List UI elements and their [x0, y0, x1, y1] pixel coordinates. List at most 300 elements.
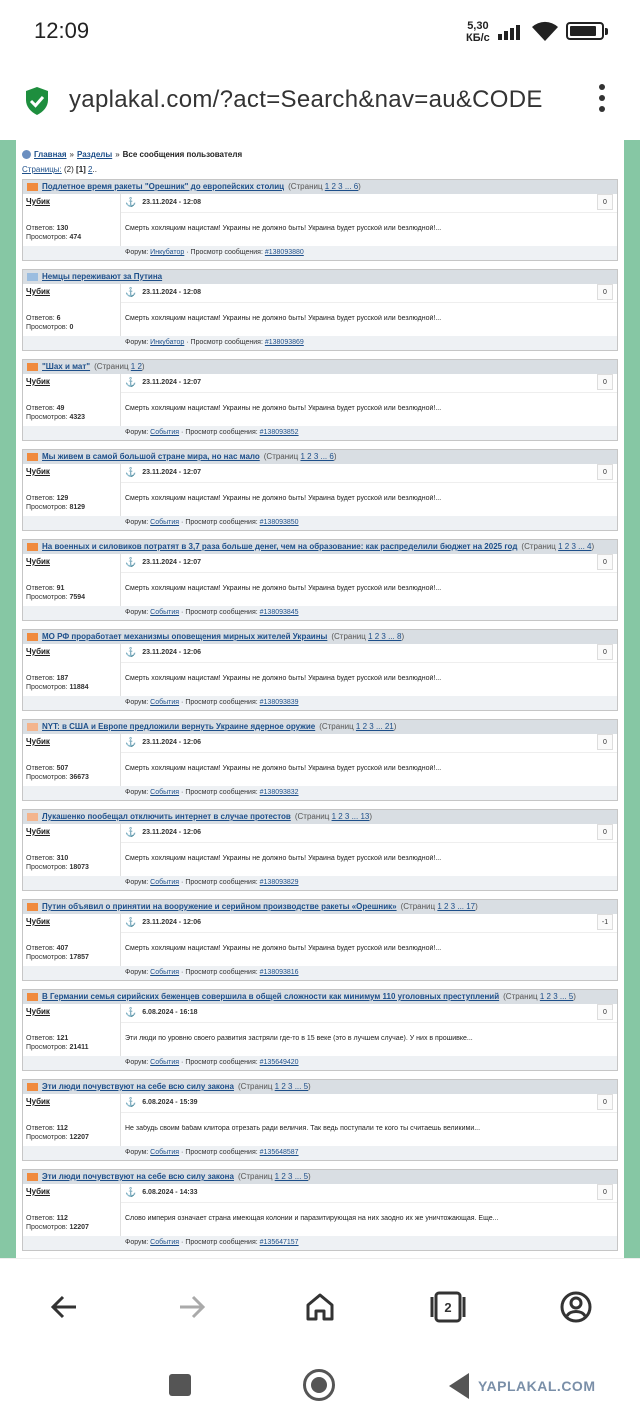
divider	[121, 842, 617, 843]
topic-header	[23, 360, 617, 374]
topic-footer: Форум: События · Просмотр сообщения: #138093839	[23, 696, 617, 710]
forum-link[interactable]: События	[150, 969, 180, 976]
author-link[interactable]: Чубик	[26, 197, 50, 206]
view-post-label: Просмотр сообщения:	[190, 339, 263, 346]
post-snippet: Смерть хохляцким нацистам! Украины не должно быть! Украина будет русской или безлюдной!...	[125, 225, 442, 232]
divider	[121, 932, 617, 933]
topic-body	[23, 1004, 617, 1056]
rating-badge: -1	[597, 914, 613, 930]
back-arrow-icon	[50, 1294, 78, 1320]
topic-author-column	[23, 554, 121, 606]
anchor-icon[interactable]: ⚓	[125, 557, 137, 567]
topic-stats	[26, 224, 81, 242]
divider	[121, 1202, 617, 1203]
topic-header	[23, 630, 617, 644]
recents-button[interactable]	[169, 1374, 191, 1396]
post-date	[125, 647, 201, 658]
topic-footer: Форум: Инкубатор · Просмотр сообщения: #138093869	[23, 336, 617, 350]
answers-label: Ответов:	[26, 1035, 55, 1042]
topic-item	[22, 989, 618, 1071]
home-button[interactable]	[302, 1289, 338, 1325]
topic-author-column	[23, 644, 121, 696]
envelope-icon	[27, 1083, 38, 1091]
browser-address-bar	[0, 62, 640, 140]
topic-post-column	[121, 374, 617, 426]
topic-pages-prefix: (Страниц	[319, 722, 354, 731]
post-snippet: Смерть хохляцким нацистам! Украины не должно быть! Украина будет русской или безлюдной!...	[125, 405, 442, 412]
anchor-icon[interactable]: ⚓	[125, 1007, 137, 1017]
post-date	[125, 557, 201, 568]
breadcrumb-home-link[interactable]: Главная	[34, 150, 67, 159]
views-count: 7594	[69, 594, 86, 601]
profile-button[interactable]	[558, 1289, 594, 1325]
author-link[interactable]: Чубик	[26, 287, 50, 296]
topic-author-column	[23, 1094, 121, 1146]
topic-stats	[26, 494, 85, 512]
answers-count: 112	[56, 1215, 68, 1222]
post-date-text: 23.11.2024 - 12:07	[142, 469, 201, 476]
topic-stats	[26, 584, 85, 602]
views-count: 0	[69, 324, 74, 331]
topic-header	[23, 720, 617, 734]
post-snippet: Смерть хохляцким нацистам! Украины не должно быть! Украина будет русской или безлюдной!...	[125, 495, 442, 502]
topic-title-link[interactable]: Лукашенко пообещал отключить интернет в случае протестов	[42, 812, 291, 821]
views-count: 21411	[69, 1044, 89, 1051]
anchor-icon[interactable]: ⚓	[125, 737, 137, 747]
view-post-label: Просмотр сообщения:	[185, 789, 258, 796]
topic-pages-links[interactable]: 1 2 3 ... 4	[558, 542, 592, 551]
author-link[interactable]: Чубик	[26, 1187, 50, 1196]
answers-label: Ответов:	[26, 765, 55, 772]
envelope-icon	[27, 363, 38, 371]
topic-post-column	[121, 1094, 617, 1146]
topic-pages-prefix: (Страниц	[294, 812, 330, 821]
topic-header	[23, 990, 617, 1004]
answers-label: Ответов:	[26, 855, 55, 862]
topic-pages-suffix: )	[308, 1082, 311, 1091]
topic-pages-prefix: (Страниц	[288, 182, 323, 191]
views-count: 11884	[69, 684, 89, 691]
view-post-label: Просмотр сообщения:	[190, 249, 263, 256]
author-link[interactable]: Чубик	[26, 377, 50, 386]
post-link[interactable]: #135649420	[259, 1059, 299, 1066]
forum-link[interactable]: События	[150, 1239, 180, 1246]
topic-pages-links[interactable]: 1 2 3 ... 8	[368, 632, 402, 641]
topic-pages	[264, 450, 337, 464]
post-date	[125, 737, 201, 748]
topic-body	[23, 734, 617, 786]
forum-link[interactable]: События	[150, 429, 180, 436]
post-link[interactable]: #138093845	[259, 609, 299, 616]
views-count: 8129	[69, 504, 86, 511]
answers-label: Ответов:	[26, 1215, 55, 1222]
post-link[interactable]: #138093816	[259, 969, 299, 976]
views-label: Просмотров:	[26, 864, 68, 871]
topic-pages-prefix: (Страниц	[263, 452, 299, 461]
divider	[121, 1112, 617, 1113]
views-label: Просмотров:	[26, 1044, 68, 1051]
forum-link[interactable]: События	[150, 879, 180, 886]
pagination-label[interactable]: Страницы:	[22, 165, 62, 174]
topic-stats	[26, 1124, 89, 1142]
rating-badge: 0	[597, 1184, 613, 1200]
forum-label: Форум:	[125, 699, 149, 706]
topic-title-link[interactable]: На военных и силовиков потратят в 3,7 раза больше денег, чем на образование: как распределили бюджет на 2025 год	[42, 542, 518, 551]
forum-link[interactable]: Инкубатор	[150, 249, 185, 256]
rating-badge: 0	[597, 644, 613, 660]
back-button[interactable]	[46, 1289, 82, 1325]
answers-label: Ответов:	[26, 225, 55, 232]
pagination-current: [1]	[76, 165, 86, 174]
forum-link[interactable]: Инкубатор	[150, 339, 185, 346]
views-count: 4323	[69, 414, 86, 421]
answers-count: 49	[56, 405, 65, 412]
breadcrumb	[22, 148, 618, 161]
breadcrumb-sections-link[interactable]: Разделы	[77, 150, 113, 159]
topic-post-column	[121, 464, 617, 516]
topic-pages	[295, 810, 372, 824]
anchor-icon[interactable]: ⚓	[125, 1097, 137, 1107]
account-icon	[560, 1291, 592, 1323]
topic-stats	[26, 854, 89, 872]
post-link[interactable]: #138093832	[259, 789, 299, 796]
topic-footer: Форум: События · Просмотр сообщения: #138093832	[23, 786, 617, 800]
divider	[121, 482, 617, 483]
post-link[interactable]: #138093869	[264, 339, 304, 346]
system-navigation-bar	[0, 1353, 640, 1423]
system-back-button[interactable]	[449, 1373, 469, 1399]
topic-pages-links[interactable]: 1 2 3 ... 13	[331, 812, 370, 821]
topic-footer: Форум: Инкубатор · Просмотр сообщения: #138093880	[23, 246, 617, 260]
rating-badge: 0	[597, 464, 613, 480]
topic-title-link[interactable]: NYT: в США и Европе предложили вернуть Украине ядерное оружие	[42, 722, 316, 731]
forum-label: Форум:	[125, 879, 149, 886]
post-date-text: 6.08.2024 - 14:33	[142, 1189, 198, 1196]
views-label: Просмотров:	[26, 594, 68, 601]
post-link[interactable]: #138093829	[259, 879, 299, 886]
topic-title-link[interactable]: Эти люди почувствуют на себе всю силу закона	[42, 1082, 234, 1091]
author-link[interactable]: Чубик	[26, 1007, 50, 1016]
post-snippet: Смерть хохляцким нацистам! Украины не должно быть! Украина будет русской или безлюдной!...	[125, 315, 442, 322]
topic-header	[23, 450, 617, 464]
post-link[interactable]: #138093852	[259, 429, 299, 436]
browser-bottom-bar	[0, 1258, 640, 1353]
views-label: Просмотров:	[26, 1134, 68, 1141]
topic-header	[23, 540, 617, 554]
answers-count: 407	[56, 945, 69, 952]
topic-title-link[interactable]: Подлетное время ракеты "Орешник" до европейских столиц	[42, 182, 285, 191]
answers-label: Ответов:	[26, 675, 55, 682]
topic-header	[23, 270, 617, 284]
topic-pages-links[interactable]: 1 2 3 ... 6	[324, 182, 359, 191]
topic-pages-prefix: (Страниц	[521, 542, 556, 551]
post-snippet: Смерть хохляцким нацистам! Украины не должно быть! Украина будет русской или безлюдной!...	[125, 945, 442, 952]
topic-title-link[interactable]: Путин объявил о принятии на вооружение и серийном производстве ракеты «Орешник»	[42, 902, 397, 911]
post-date-text: 23.11.2024 - 12:06	[142, 739, 201, 746]
answers-count: 310	[56, 855, 69, 862]
views-count: 36673	[69, 774, 89, 781]
post-snippet: Смерть хохляцким нацистам! Украины не должно быть! Украина будет русской или безлюдной!...	[125, 765, 442, 772]
topic-pages-suffix: )	[393, 722, 397, 731]
topic-body	[23, 1184, 617, 1236]
rating-badge: 0	[597, 824, 613, 840]
topic-item	[22, 539, 618, 621]
divider	[121, 752, 617, 753]
pagination-dots: ..	[92, 165, 97, 174]
topic-footer: Форум: События · Просмотр сообщения: #135649420	[23, 1056, 617, 1070]
forum-label: Форум:	[125, 249, 149, 256]
post-snippet: Смерть хохляцким нацистам! Украины не должно быть! Украина будет русской или безлюдной!...	[125, 855, 442, 862]
forum-label: Форум:	[125, 789, 149, 796]
topic-pages-prefix: (Страниц	[237, 1172, 273, 1181]
post-link[interactable]: #138093880	[264, 249, 304, 256]
views-count: 474	[69, 234, 82, 241]
post-snippet: Слово империя означает страна имеющая колонии и паразитирующая на них заодно их же уничтожающая. Еще...	[125, 1215, 499, 1222]
answers-count: 129	[56, 495, 69, 502]
forum-link[interactable]: События	[150, 609, 180, 616]
topic-stats	[26, 314, 73, 332]
post-date-text: 23.11.2024 - 12:06	[142, 829, 201, 836]
anchor-icon[interactable]: ⚓	[125, 377, 137, 387]
forum-label: Форум:	[125, 609, 149, 616]
author-link[interactable]: Чубик	[26, 467, 50, 476]
post-date	[125, 467, 201, 478]
rating-badge: 0	[597, 284, 613, 300]
topic-title-link[interactable]: Мы живем в самой большой стране мира, но нас мало	[42, 452, 260, 461]
view-post-label: Просмотр сообщения:	[185, 699, 258, 706]
post-date-text: 23.11.2024 - 12:07	[142, 559, 201, 566]
pagination	[22, 161, 618, 179]
network-speed	[466, 20, 490, 44]
forum-link[interactable]: События	[150, 519, 180, 526]
topic-post-column	[121, 734, 617, 786]
home-icon	[22, 150, 31, 159]
breadcrumb-separator: »	[115, 150, 120, 159]
post-link[interactable]: #135647157	[259, 1239, 299, 1246]
post-snippet: Смерть хохляцким нацистам! Украины не должно быть! Украина будет русской или безлюдной!...	[125, 585, 442, 592]
post-date	[125, 287, 201, 298]
browser-menu-icon[interactable]	[596, 84, 608, 118]
home-icon	[305, 1292, 335, 1322]
forum-label: Форум:	[125, 519, 149, 526]
topic-author-column	[23, 284, 121, 336]
topic-author-column	[23, 194, 121, 246]
envelope-icon	[27, 993, 38, 1001]
topic-stats	[26, 404, 85, 422]
forum-label: Форум:	[125, 429, 149, 436]
topic-pages-prefix: (Страниц	[331, 632, 366, 641]
envelope-icon	[27, 813, 38, 821]
topic-pages	[401, 900, 478, 914]
topic-header	[23, 180, 617, 194]
topic-pages-suffix: )	[141, 362, 145, 371]
topic-footer: Форум: События · Просмотр сообщения: #138093852	[23, 426, 617, 440]
forum-label: Форум:	[125, 1239, 149, 1246]
breadcrumb-current: Все сообщения пользователя	[122, 150, 243, 159]
topic-author-column	[23, 914, 121, 966]
topic-pages-links[interactable]: 1 2	[130, 362, 142, 371]
anchor-icon[interactable]: ⚓	[125, 827, 137, 837]
pagination-next-link[interactable]: 2	[88, 165, 93, 174]
rating-badge: 0	[597, 374, 613, 390]
topic-body	[23, 554, 617, 606]
post-date-text: 23.11.2024 - 12:06	[142, 919, 201, 926]
views-label: Просмотров:	[26, 954, 68, 961]
anchor-icon[interactable]: ⚓	[125, 647, 137, 657]
views-count: 18073	[69, 864, 89, 871]
forum-link[interactable]: События	[150, 789, 180, 796]
topic-post-column	[121, 194, 617, 246]
forum-link[interactable]: События	[150, 699, 180, 706]
anchor-icon[interactable]: ⚓	[125, 467, 137, 477]
post-link[interactable]: #138093850	[259, 519, 299, 526]
forum-link[interactable]: События	[150, 1059, 180, 1066]
topic-author-column	[23, 824, 121, 876]
topic-pages-suffix: )	[369, 812, 373, 821]
topic-title-link[interactable]: Эти люди почувствуют на себе всю силу закона	[42, 1172, 234, 1181]
topic-pages-links[interactable]: 1 2 3 ... 6	[300, 452, 334, 461]
topic-header	[23, 1080, 617, 1094]
network-speed-value: 5,30	[467, 20, 489, 32]
topic-body	[23, 1094, 617, 1146]
breadcrumb-separator: »	[69, 150, 74, 159]
topic-post-column	[121, 284, 617, 336]
topic-author-column	[23, 374, 121, 426]
envelope-icon	[27, 543, 38, 551]
topic-pages	[238, 1170, 311, 1184]
tabs-button[interactable]	[430, 1289, 466, 1325]
topic-body	[23, 644, 617, 696]
forum-label: Форум:	[125, 1149, 149, 1156]
topic-pages-links[interactable]: 1 2 3 ... 5	[274, 1082, 309, 1091]
answers-count: 112	[56, 1125, 68, 1132]
topic-post-column	[121, 644, 617, 696]
topic-pages-suffix: )	[401, 632, 405, 641]
topic-pages	[238, 1080, 311, 1094]
post-date	[125, 1097, 197, 1108]
topic-pages-prefix: (Страниц	[237, 1082, 273, 1091]
forward-button[interactable]	[174, 1289, 210, 1325]
view-post-label: Просмотр сообщения:	[185, 879, 258, 886]
divider	[121, 1022, 617, 1023]
tabs-count: 2	[444, 1299, 452, 1315]
author-link[interactable]: Чубик	[26, 1097, 50, 1106]
divider	[121, 212, 617, 213]
status-time: 12:09	[34, 18, 90, 43]
topic-footer: Форум: События · Просмотр сообщения: #138093816	[23, 966, 617, 980]
anchor-icon[interactable]: ⚓	[125, 1187, 137, 1197]
author-link[interactable]: Чубик	[26, 557, 50, 566]
topic-title-link[interactable]: "Шах и мат"	[42, 362, 91, 371]
views-label: Просмотров:	[26, 774, 68, 781]
topic-stats	[26, 1214, 89, 1232]
topic-item	[22, 809, 618, 891]
anchor-icon[interactable]: ⚓	[125, 287, 137, 297]
topic-item	[22, 899, 618, 981]
answers-count: 507	[56, 765, 69, 772]
answers-count: 121	[56, 1035, 69, 1042]
views-label: Просмотров:	[26, 414, 68, 421]
network-speed-unit: КБ/с	[466, 32, 490, 44]
post-date	[125, 197, 201, 208]
topic-pages-links[interactable]: 1 2 3 ... 5	[539, 992, 574, 1001]
divider	[121, 572, 617, 573]
forward-arrow-icon	[178, 1294, 206, 1320]
topic-post-column	[121, 554, 617, 606]
topic-pages	[503, 990, 576, 1004]
views-label: Просмотров:	[26, 1224, 68, 1231]
topic-author-column	[23, 464, 121, 516]
url-field[interactable]: yaplakal.com/?act=Search&nav=au&CODE	[69, 86, 543, 113]
author-link[interactable]: Чубик	[26, 647, 50, 656]
post-link[interactable]: #138093839	[259, 699, 299, 706]
topic-body	[23, 464, 617, 516]
watermark: YAPLAKAL.COM	[478, 1378, 596, 1394]
answers-count: 187	[56, 675, 69, 682]
author-link[interactable]: Чубик	[26, 917, 50, 926]
topic-title-link[interactable]: Немцы переживают за Путина	[42, 272, 163, 281]
secure-shield-icon	[24, 86, 50, 116]
rating-badge: 0	[597, 734, 613, 750]
envelope-icon	[27, 723, 38, 731]
post-link[interactable]: #135648587	[259, 1149, 299, 1156]
topic-body	[23, 194, 617, 246]
envelope-icon	[27, 903, 38, 911]
answers-label: Ответов:	[26, 495, 55, 502]
post-date-text: 23.11.2024 - 12:06	[142, 649, 201, 656]
author-link[interactable]: Чубик	[26, 737, 50, 746]
forum-link[interactable]: События	[150, 1149, 180, 1156]
system-home-button[interactable]	[303, 1369, 335, 1401]
topic-title-link[interactable]: В Германии семья сирийских беженцев совершила в общей сложности как минимум 110 уголовных преступлений	[42, 992, 500, 1001]
topic-title-link[interactable]: МО РФ проработает механизмы оповещения мирных жителей Украины	[42, 632, 328, 641]
topic-pages-links[interactable]: 1 2 3 ... 17	[437, 902, 476, 911]
topic-pages-prefix: (Страниц	[503, 992, 538, 1001]
anchor-icon[interactable]: ⚓	[125, 197, 137, 207]
topic-pages-suffix: )	[475, 902, 478, 911]
view-post-label: Просмотр сообщения:	[185, 1239, 258, 1246]
answers-label: Ответов:	[26, 585, 55, 592]
views-label: Просмотров:	[26, 234, 68, 241]
topic-body	[23, 914, 617, 966]
topic-post-column	[121, 914, 617, 966]
answers-label: Ответов:	[26, 405, 55, 412]
author-link[interactable]: Чубик	[26, 827, 50, 836]
status-bar	[0, 0, 640, 62]
topic-pages-links[interactable]: 1 2 3 ... 5	[274, 1172, 309, 1181]
post-date-text: 6.08.2024 - 16:18	[142, 1009, 198, 1016]
topic-pages-prefix: (Страниц	[94, 362, 129, 371]
topic-pages-suffix: )	[308, 1172, 311, 1181]
post-date-text: 23.11.2024 - 12:08	[142, 199, 201, 206]
topic-item	[22, 1169, 618, 1251]
answers-label: Ответов:	[26, 945, 55, 952]
battery-icon	[566, 22, 604, 40]
signal-icon	[498, 22, 524, 40]
topic-pages-suffix: )	[591, 542, 595, 551]
topic-pages-links[interactable]: 1 2 3 ... 21	[355, 722, 394, 731]
answers-count: 130	[56, 225, 69, 232]
topic-item	[22, 1079, 618, 1161]
views-label: Просмотров:	[26, 324, 68, 331]
topic-item	[22, 359, 618, 441]
anchor-icon[interactable]: ⚓	[125, 917, 137, 927]
view-post-label: Просмотр сообщения:	[185, 1149, 258, 1156]
view-post-label: Просмотр сообщения:	[185, 1059, 258, 1066]
topic-pages	[331, 630, 404, 644]
answers-label: Ответов:	[26, 315, 55, 322]
topic-pages	[319, 720, 396, 734]
